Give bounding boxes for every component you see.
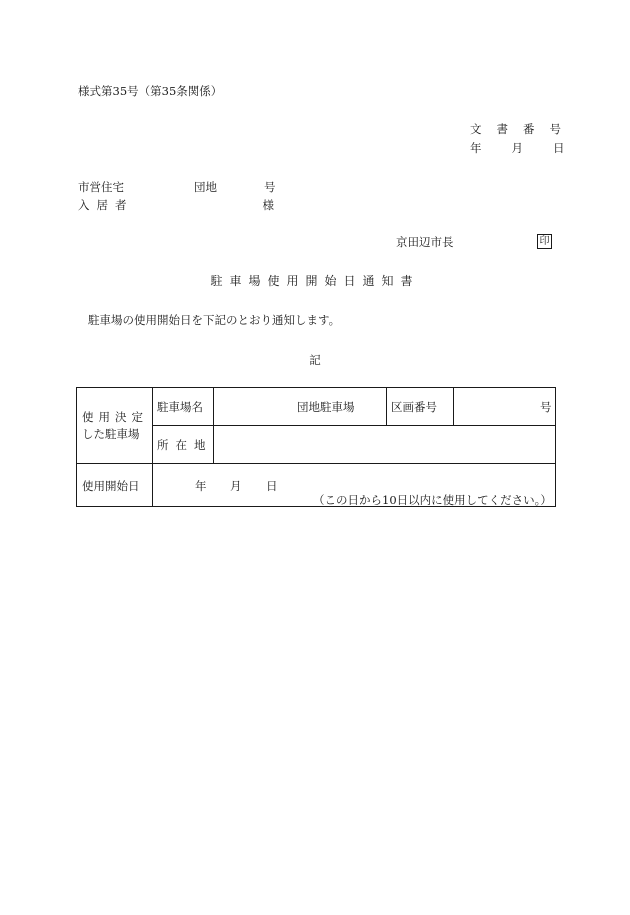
resident-label: 入居者 xyxy=(78,198,134,212)
start-year: 年 xyxy=(195,479,207,493)
parking-table xyxy=(76,387,556,507)
issuer-name: 京田辺市長 xyxy=(396,235,454,249)
table-rule xyxy=(386,388,387,425)
document-date xyxy=(470,141,565,155)
location-label: 所在地 xyxy=(157,438,213,452)
table-rule xyxy=(453,388,454,425)
start-day: 日 xyxy=(266,479,278,493)
date-day: 日 xyxy=(553,141,565,155)
parking-name-value: 団地駐車場 xyxy=(297,400,355,414)
addressee-resident xyxy=(78,198,274,212)
doc-number-char: 文 xyxy=(470,122,482,136)
addressee-housing xyxy=(78,180,276,194)
doc-number-char: 書 xyxy=(496,122,508,136)
table-rule xyxy=(213,388,214,463)
body-text: 駐車場の使用開始日を下記のとおり通知します。 xyxy=(88,313,341,327)
start-date-label: 使用開始日 xyxy=(82,479,140,493)
document-title: 駐車場使用開始日通知書 xyxy=(210,274,420,288)
doc-number-char: 番 xyxy=(523,122,535,136)
seal-mark: 印 xyxy=(537,234,552,249)
lot-number-suffix: 号 xyxy=(540,400,552,414)
table-rule xyxy=(152,388,153,506)
ki-heading: 記 xyxy=(309,353,321,367)
start-month: 月 xyxy=(230,479,242,493)
date-month: 月 xyxy=(511,141,523,155)
usage-note: （この日から10日以内に使用してください。） xyxy=(313,493,552,507)
complex-label: 団地 xyxy=(194,180,217,194)
doc-number-char: 号 xyxy=(549,122,561,136)
document-number-label xyxy=(470,122,561,136)
section-label-line2: した駐車場 xyxy=(82,427,140,441)
date-year: 年 xyxy=(470,141,482,155)
building-suffix: 号 xyxy=(264,180,276,194)
table-rule xyxy=(77,463,555,464)
form-number: 様式第35号（第35条関係） xyxy=(78,84,223,98)
section-label-line1: 使用決定 xyxy=(82,410,148,424)
lot-number-label: 区画番号 xyxy=(391,400,437,414)
honorific: 様 xyxy=(262,198,274,212)
parking-name-label: 駐車場名 xyxy=(157,400,203,414)
housing-label: 市営住宅 xyxy=(78,180,124,194)
